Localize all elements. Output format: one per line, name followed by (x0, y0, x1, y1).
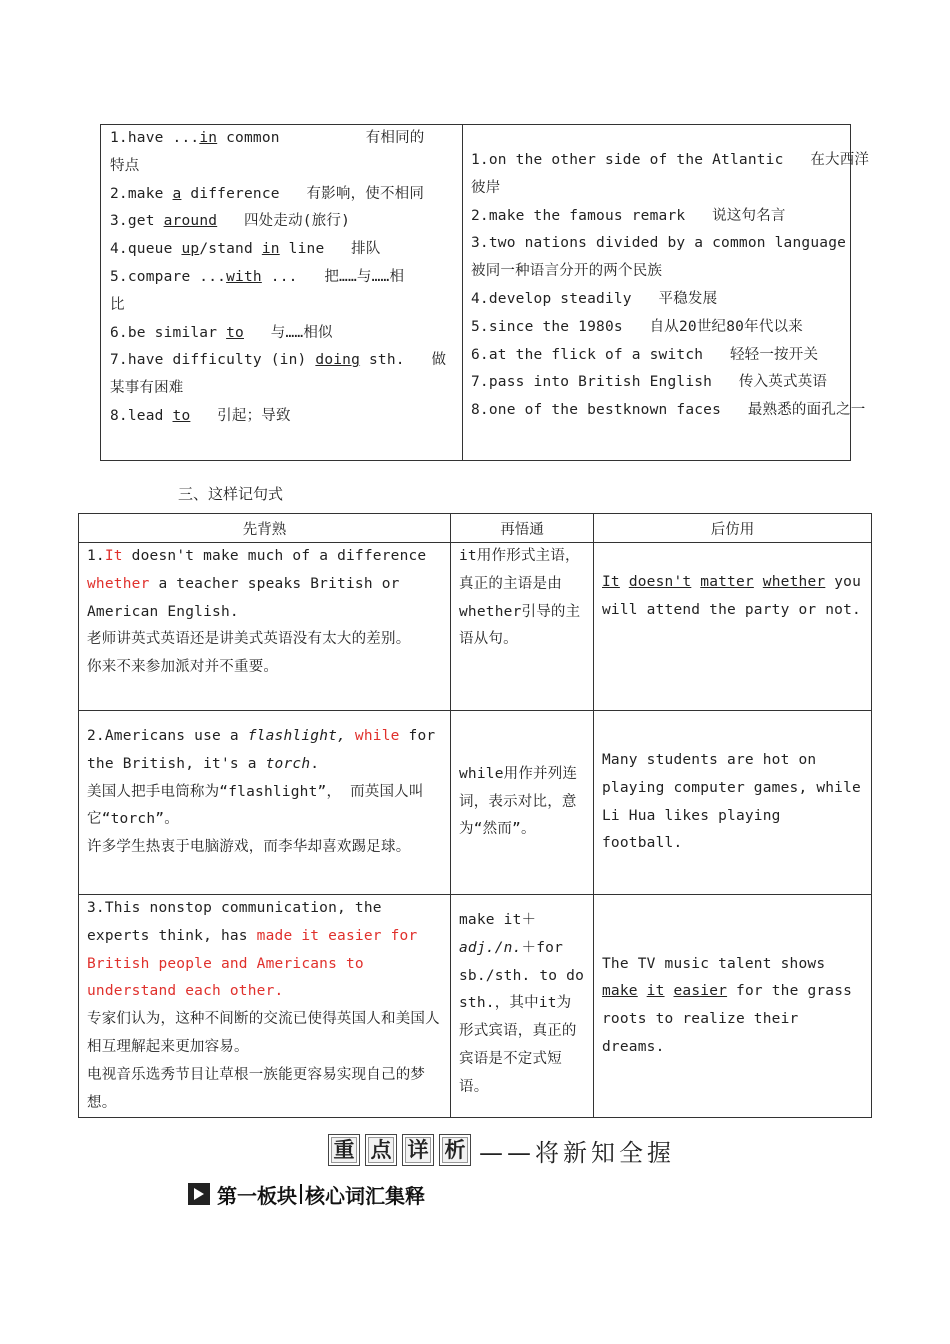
row3-answer: The TV music talent shows make it easier for the grass roots to realize their dreams. (594, 895, 872, 1118)
row2-example (79, 711, 451, 895)
phrase-5: 5.compare ...with ... 把……与……相 (110, 268, 405, 285)
row3-translation: 专家们认为，这种不间断的交流已使得英国人和美国人相互理解起来更加容易。 (87, 1011, 440, 1055)
phrase-list-right (463, 125, 870, 461)
row3-english: 3.This nonstop communication, the experts think, has made it easier for British people and Americans to understand each other. (87, 900, 418, 1000)
row3-explanation: make it＋adj./n.＋for sb./sth. to do sth.，其中it为形式宾语，真正的宾语是不定式短语。 (451, 895, 594, 1118)
header-understand: 再悟通 (451, 514, 594, 543)
phrase-r-6: 6.at the flick of a switch 轻轻一按开关 (471, 346, 819, 363)
phrase-8: 8.lead to 引起；导致 (110, 407, 291, 424)
phrase-r-2: 2.make the famous remark 说这句名言 (471, 207, 786, 224)
play-icon (188, 1183, 210, 1205)
phrase-table (100, 124, 870, 461)
phrase-r-3: 3.two nations divided by a common language (471, 235, 847, 252)
phrase-3: 3.get around 四处走动(旅行) (110, 213, 351, 230)
phrase-7-cont: 某事有困难 (110, 380, 184, 397)
phrase-r-5: 5.since the 1980s 自从20世纪80年代以来 (471, 318, 803, 335)
section-heading: 三、这样记句式 (178, 485, 284, 503)
row1-answer: It doesn't matter whether you will attend the party or not. (594, 543, 872, 711)
row2-exercise: 许多学生热衷于电脑游戏，而李华却喜欢踢足球。 (87, 839, 411, 856)
phrase-5-cont: 比 (110, 296, 125, 313)
banner-char: 点 (365, 1134, 397, 1166)
header-imitate: 后仿用 (594, 514, 872, 543)
phrase-4: 4.queue up/stand in line 排队 (110, 241, 381, 258)
row1-exercise: 你来不来参加派对并不重要。 (87, 659, 279, 676)
phrase-r-7: 7.pass into British English 传入英式英语 (471, 374, 828, 391)
block-separator (300, 1184, 302, 1204)
row3-example (79, 895, 451, 1118)
row3-exercise: 电视音乐选秀节目让草根一族能更容易实现自己的梦想。 (87, 1066, 426, 1111)
phrase-6: 6.be similar to 与……相似 (110, 324, 333, 341)
phrase-1: 1.have ...in common 有相同的 (110, 130, 425, 146)
sentence-pattern-table (78, 513, 872, 1118)
row1-explanation: it用作形式主语，真正的主语是由whether引导的主语从句。 (451, 543, 594, 711)
phrase-r-1-cont: 彼岸 (471, 179, 501, 196)
row2-answer: Many students are hot on playing computer games, while Li Hua likes playing football. (594, 711, 872, 895)
row2-explanation: while用作并列连词，表示对比，意为“然而”。 (451, 711, 594, 895)
row1-example (79, 543, 451, 711)
banner-char: 析 (439, 1134, 471, 1166)
key-analysis-banner (328, 1131, 675, 1169)
phrase-7: 7.have difficulty (in) doing sth. 做 (110, 352, 447, 369)
block-heading (188, 1180, 425, 1208)
phrase-r-3-cont: 被同一种语言分开的两个民族 (471, 263, 663, 280)
row2-translation: 美国人把手电筒称为“flashlight”， 而英国人叫它“torch”。 (87, 783, 424, 828)
phrase-r-1: 1.on the other side of the Atlantic 在大西洋 (471, 152, 870, 168)
banner-subtitle: ——将新知全握 (479, 1138, 675, 1167)
banner-char: 重 (328, 1134, 360, 1166)
row1-translation: 老师讲英式英语还是讲美式英语没有太大的差别。 (87, 631, 411, 648)
block-title-b: 核心词汇集释 (305, 1183, 425, 1208)
block-title-a: 第一板块 (217, 1183, 297, 1208)
phrase-1-cont: 特点 (110, 157, 140, 174)
phrase-r-4: 4.develop steadily 平稳发展 (471, 290, 718, 307)
row2-english: 2.Americans use a flashlight, while for the British, it's a torch. (87, 728, 436, 772)
phrase-2: 2.make a difference 有影响，使不相同 (110, 185, 425, 202)
header-memorize: 先背熟 (79, 514, 451, 543)
phrase-r-8: 8.one of the bestknown faces 最熟悉的面孔之一 (471, 402, 866, 419)
phrase-list-left (101, 125, 463, 461)
banner-char: 详 (402, 1134, 434, 1166)
row1-english: 1.It doesn't make much of a difference whether a teacher speaks British or American English. (87, 548, 427, 620)
